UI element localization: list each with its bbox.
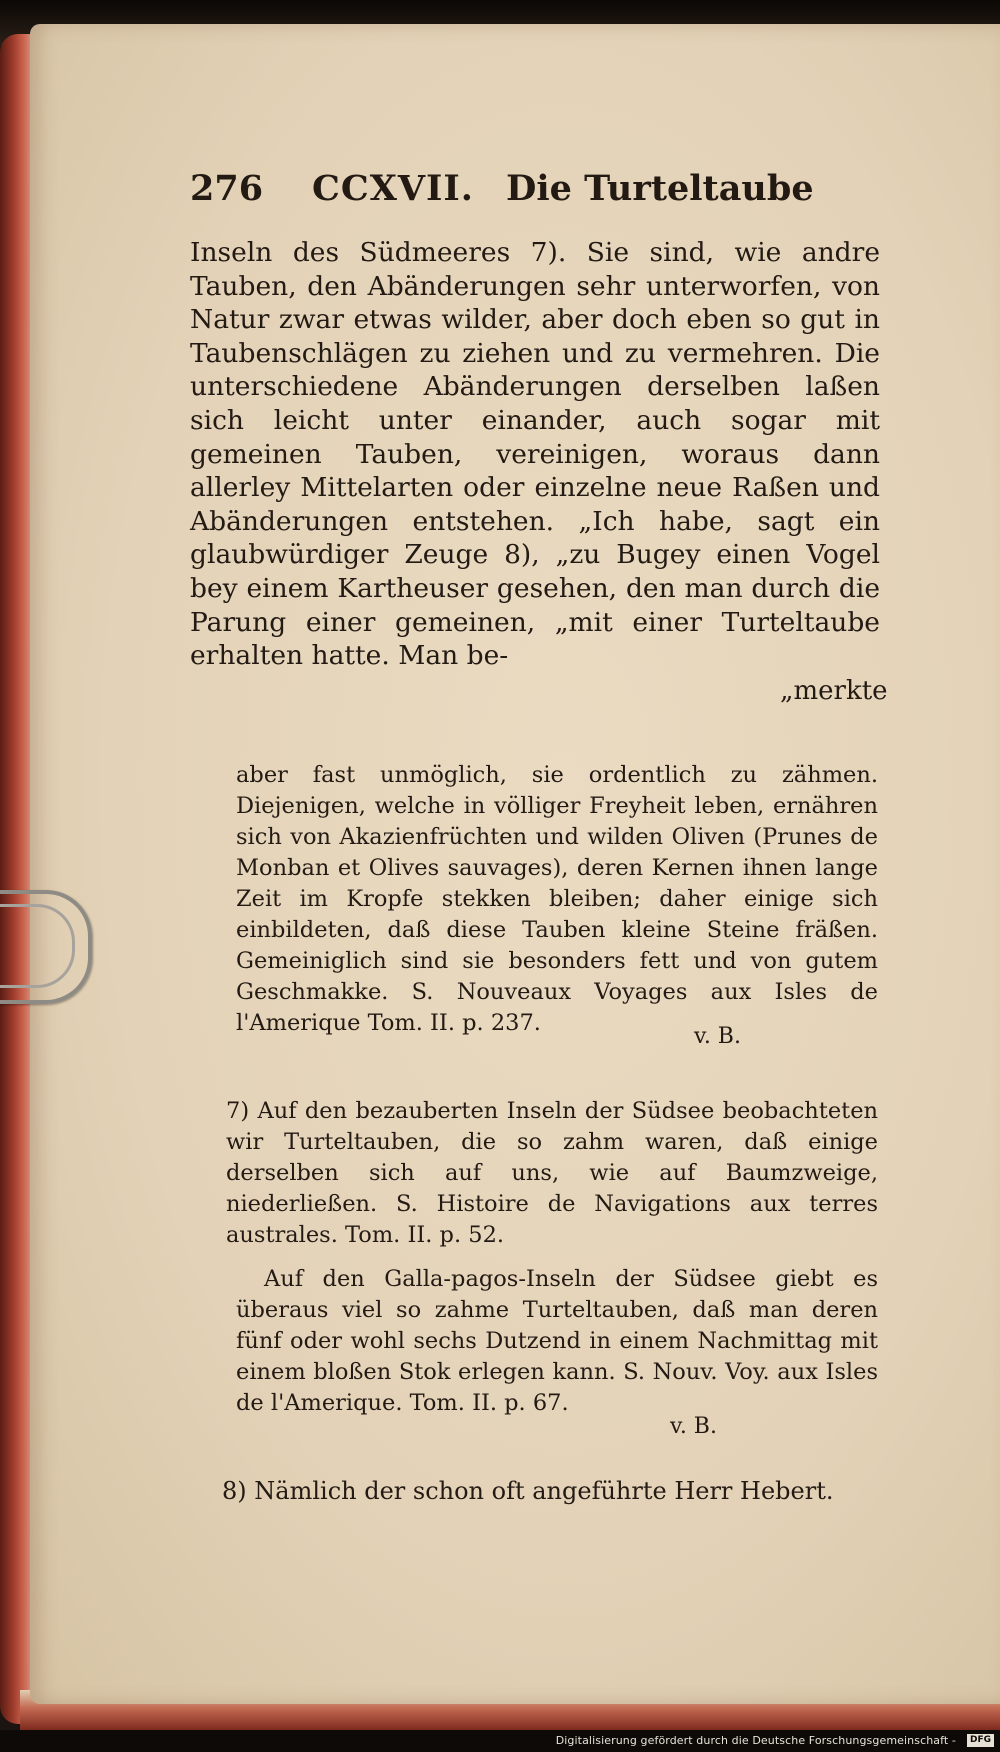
- footnote-8-marker: 8): [222, 1477, 247, 1505]
- page-header: [190, 168, 890, 220]
- chapter-number: CCXVII.: [312, 168, 474, 209]
- footnote-7-initials: v. B.: [670, 1414, 717, 1439]
- footnote-7: [226, 1096, 878, 1251]
- footnote-7-addendum-text: Auf den Galla-pagos-Inseln der Südsee giebt es überaus viel so zahme Turteltauben, daß man deren fünf oder wohl sechs Dutzend in einem Nachmittag mit einem bloßen Stok erlegen kann. S. Nouv. Voy. aux Isles de l'Amerique. Tom. II. p. 67.: [236, 1266, 878, 1416]
- footnote-8-text: Nämlich der schon oft angeführte Herr Hebert.: [254, 1477, 834, 1505]
- footnote-7-marker: 7): [226, 1098, 250, 1124]
- footnote-7-text: Auf den bezauberten Inseln der Südsee beobachteten wir Turteltauben, die so zahm waren, daß einige derselben sich auf uns, wie auf Baumzweige, niederließen. S. Histoire de Navigations aux terres australes. Tom. II. p. 52.: [226, 1098, 878, 1248]
- footnote-7-addendum: [236, 1264, 878, 1419]
- paper-clip-inner-icon: [0, 904, 75, 988]
- digitization-footer: [0, 1730, 1000, 1752]
- catchword: „merkte: [780, 676, 888, 706]
- footnote-continued-text: aber fast unmöglich, sie ordentlich zu zähmen. Diejenigen, welche in völliger Freyheit leben, ernähren sich von Akazienfrüchten und wilden Oliven (Prunes de Monban et Olives sauvages), deren Kernen ihnen lange Zeit im Kropfe stekken bleiben; daher einige sich einbildeten, daß diese Tauben kleine Steine fräßen. Gemeiniglich sind sie besonders fett und von gutem Geschmakke. S. Nouveaux Voyages aux Isles de l'Amerique Tom. II. p. 237.: [236, 762, 878, 1036]
- main-text-block: [190, 236, 880, 673]
- footnote-continued: [236, 760, 878, 1039]
- running-title: Die Turteltaube: [506, 168, 814, 209]
- page-number: 276: [190, 168, 264, 209]
- dfg-logo: DFG: [967, 1734, 994, 1747]
- footnote-initials: v. B.: [694, 1024, 741, 1049]
- main-paragraph: Inseln des Südmeeres 7). Sie sind, wie andre Tauben, den Abänderungen sehr unterworfen, von Natur zwar etwas wilder, aber doch eben so gut in Taubenschlägen zu ziehen und zu vermehren. Die unterschiedene Abänderungen derselben laßen sich leicht unter einander, auch sogar mit gemeinen Tauben, vereinigen, woraus dann allerley Mittelarten oder einzelne neue Raßen und Abänderungen entstehen. „Ich habe, sagt ein glaubwürdiger Zeuge 8), „zu Bugey einen Vogel bey einem Kartheuser gesehen, den man durch die Parung einer gemeinen, „mit einer Turteltaube erhalten hatte. Man be-: [190, 237, 880, 672]
- funding-credit: Digitalisierung gefördert durch die Deutsche Forschungsgemeinschaft -: [555, 1734, 956, 1747]
- footnote-8: [222, 1476, 878, 1507]
